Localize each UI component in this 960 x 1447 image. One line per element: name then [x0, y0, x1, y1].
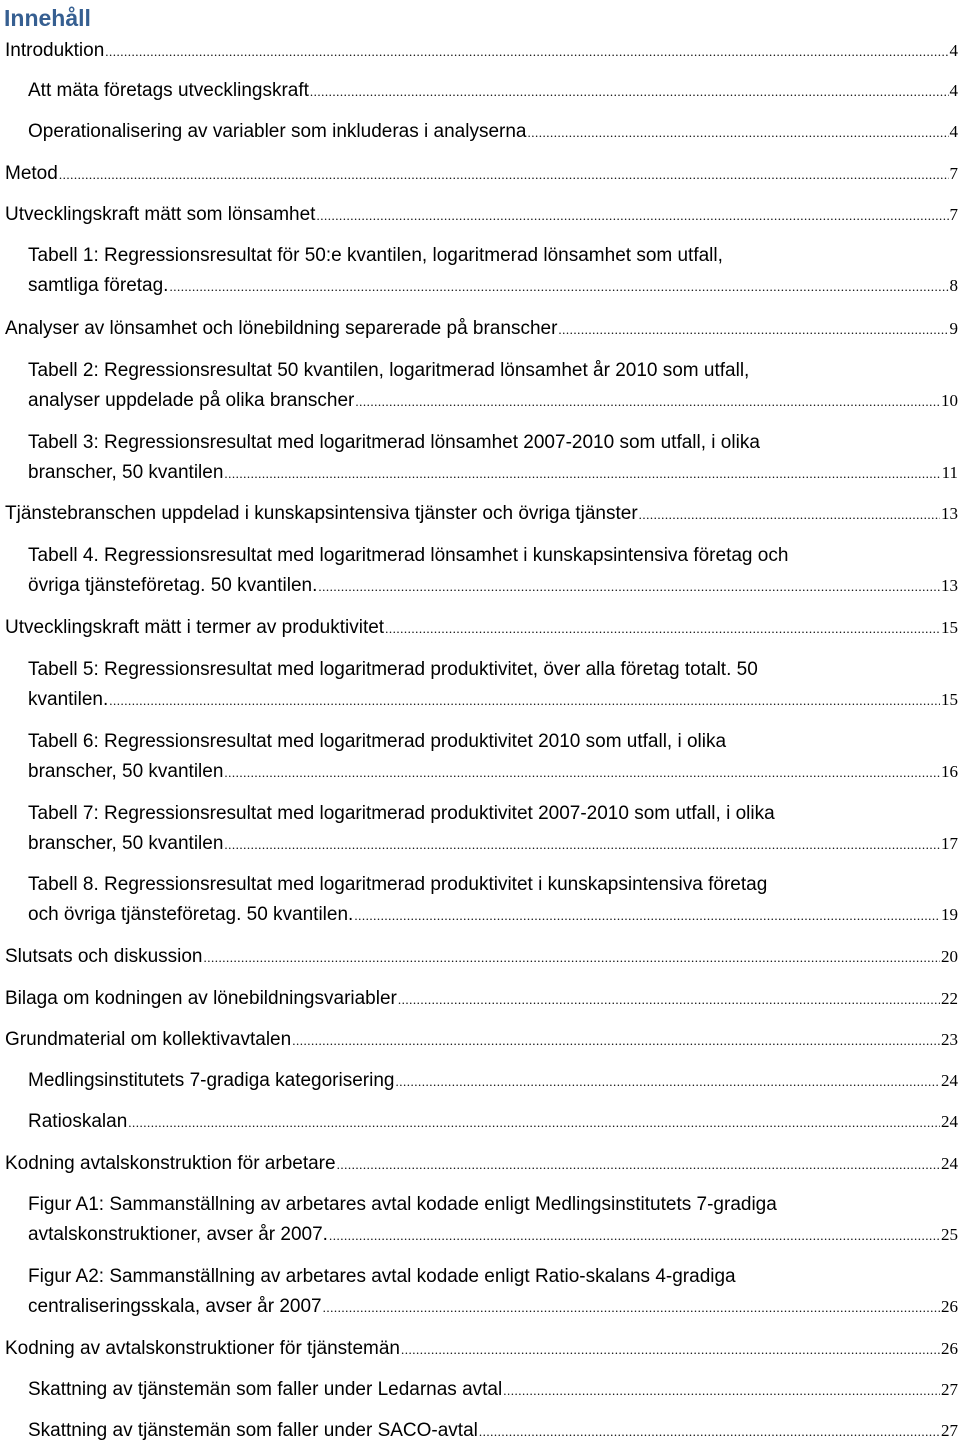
toc-page-number: 16	[941, 757, 960, 787]
toc-entry-title: Tabell 4. Regressionsresultat med logaritmerad lönsamhet i kunskapsintensiva företag och	[28, 541, 788, 571]
toc-entry-line	[5, 613, 960, 643]
toc-leader-dots	[105, 37, 948, 67]
toc-page-number: 27	[941, 1375, 960, 1405]
toc-entry[interactable]	[5, 1334, 960, 1364]
toc-entry-title: övriga tjänsteföretag. 50 kvantilen.	[28, 571, 317, 601]
toc-entry-title: Operationalisering av variabler som inkluderas i analyserna	[28, 117, 526, 147]
toc-leader-dots	[639, 500, 940, 530]
toc-page-number: 4	[950, 117, 960, 147]
toc-entry-title: Utvecklingskraft mätt i termer av produktivitet	[5, 613, 384, 643]
toc-page-number: 15	[941, 613, 960, 643]
toc-entry-line	[5, 1149, 960, 1179]
toc-entry[interactable]	[28, 727, 960, 787]
toc-entry-line	[5, 159, 960, 189]
toc-entry-line	[28, 1416, 960, 1446]
toc-entry-title: och övriga tjänsteföretag. 50 kvantilen.	[28, 900, 353, 930]
toc-entry[interactable]	[5, 1025, 960, 1055]
toc-entry-line	[5, 1334, 960, 1364]
toc-page-number: 17	[941, 829, 960, 859]
toc-entry-line	[28, 241, 960, 271]
toc-leader-dots	[318, 572, 940, 602]
toc-entry[interactable]	[28, 241, 960, 301]
toc-entry-title: Medlingsinstitutets 7-gradiga kategorisering	[28, 1066, 394, 1096]
toc-entry-title: Skattning av tjänstemän som faller under SACO-avtal	[28, 1416, 478, 1446]
toc-page-number: 4	[950, 36, 960, 66]
toc-leader-dots	[323, 1293, 940, 1323]
toc-entry[interactable]	[28, 799, 960, 859]
toc-entry-title: Tabell 3: Regressionsresultat med logaritmerad lönsamhet 2007-2010 som utfall, i olika	[28, 428, 760, 458]
toc-entry-title: kvantilen.	[28, 685, 108, 715]
toc-entry-title: Tabell 1: Regressionsresultat för 50:e kvantilen, logaritmerad lönsamhet som utfall,	[28, 241, 723, 271]
toc-entry-line	[28, 1107, 960, 1137]
toc-entry-title: Figur A2: Sammanställning av arbetares avtal kodade enligt Ratio-skalans 4-gradiga	[28, 1262, 736, 1292]
toc-leader-dots	[329, 1221, 940, 1251]
toc-entry[interactable]	[28, 870, 960, 930]
toc-entry[interactable]	[5, 984, 960, 1014]
toc-leader-dots	[527, 118, 948, 148]
toc-page-number: 24	[941, 1066, 960, 1096]
toc-entry[interactable]	[28, 541, 960, 601]
toc-entry-title: Tabell 5: Regressionsresultat med logaritmerad produktivitet, över alla företag totalt. 50	[28, 655, 758, 685]
toc-entry[interactable]	[5, 159, 960, 189]
toc-leader-dots	[385, 614, 940, 644]
toc-entry-line	[28, 458, 960, 488]
toc-entry-title: Tabell 7: Regressionsresultat med logaritmerad produktivitet 2007-2010 som utfall, i olika	[28, 799, 775, 829]
toc-entry-title: branscher, 50 kvantilen	[28, 829, 223, 859]
toc-entry-line	[28, 76, 960, 106]
toc-leader-dots	[224, 459, 940, 489]
toc-entry[interactable]	[28, 76, 960, 106]
toc-leader-dots	[310, 77, 949, 107]
toc-entry-title: Tabell 8. Regressionsresultat med logaritmerad produktivitet i kunskapsintensiva företag	[28, 870, 767, 900]
toc-leader-dots	[224, 758, 940, 788]
toc-entry-title: Metod	[5, 159, 58, 189]
toc-entry-line	[5, 36, 960, 66]
toc-leader-dots	[354, 901, 940, 931]
toc-page-number: 19	[941, 900, 960, 930]
toc-page-number: 7	[950, 200, 960, 230]
toc-leader-dots	[316, 201, 948, 231]
toc-entry-title: Kodning av avtalskonstruktioner för tjänstemän	[5, 1334, 400, 1364]
toc-entry[interactable]	[5, 1149, 960, 1179]
toc-entry-title: branscher, 50 kvantilen	[28, 458, 223, 488]
toc-page-number: 24	[941, 1107, 960, 1137]
toc-leader-dots	[337, 1150, 940, 1180]
toc-entry-line	[28, 727, 960, 757]
toc-entry[interactable]	[5, 499, 960, 529]
toc-entry-title: Tjänstebranschen uppdelad i kunskapsintensiva tjänster och övriga tjänster	[5, 499, 638, 529]
toc-entry-line	[5, 314, 960, 344]
toc-entry-title: Utvecklingskraft mätt som lönsamhet	[5, 200, 315, 230]
toc-entry-title: Slutsats och diskussion	[5, 942, 203, 972]
toc-entry[interactable]	[28, 1262, 960, 1322]
toc-page-number: 8	[950, 271, 960, 301]
toc-entry[interactable]	[28, 1375, 960, 1405]
toc-entry-line	[5, 1025, 960, 1055]
toc-entry-line	[28, 870, 960, 900]
toc-page-number: 26	[941, 1334, 960, 1364]
toc-page-number: 4	[950, 76, 960, 106]
toc-entry-line	[28, 799, 960, 829]
toc-entry[interactable]	[28, 356, 960, 416]
toc-leader-dots	[398, 985, 940, 1015]
toc-leader-dots	[395, 1067, 940, 1097]
toc-entry-line	[28, 900, 960, 930]
toc-leader-dots	[401, 1335, 940, 1365]
toc-entry[interactable]	[28, 428, 960, 488]
toc-entry[interactable]	[5, 942, 960, 972]
toc-leader-dots	[558, 315, 948, 345]
toc-entry-title: Tabell 2: Regressionsresultat 50 kvantilen, logaritmerad lönsamhet år 2010 som utfall,	[28, 356, 749, 386]
toc-entry-line	[28, 1220, 960, 1250]
toc-leader-dots	[503, 1376, 940, 1406]
toc-entry-line	[28, 571, 960, 601]
toc-entry-line	[28, 271, 960, 301]
toc-entry-line	[28, 541, 960, 571]
toc-entry-title: branscher, 50 kvantilen	[28, 757, 223, 787]
toc-entry-line	[28, 356, 960, 386]
toc-entry-title: Skattning av tjänstemän som faller under Ledarnas avtal	[28, 1375, 502, 1405]
toc-entry-title: Figur A1: Sammanställning av arbetares avtal kodade enligt Medlingsinstitutets 7-gradiga	[28, 1190, 777, 1220]
toc-entry[interactable]	[28, 1190, 960, 1250]
toc-leader-dots	[59, 160, 949, 190]
toc-entry-line	[28, 428, 960, 458]
toc-entry-line	[28, 655, 960, 685]
toc-entry-line	[28, 757, 960, 787]
toc-leader-dots	[479, 1417, 940, 1447]
toc-entry[interactable]	[5, 200, 960, 230]
toc-page-number: 9	[950, 314, 960, 344]
toc-entry-line	[28, 1262, 960, 1292]
toc-entry-line	[28, 685, 960, 715]
toc-entry-line	[28, 1066, 960, 1096]
toc-page-number: 22	[941, 984, 960, 1014]
toc-leader-dots	[224, 830, 940, 860]
toc-entry-title: samtliga företag.	[28, 271, 168, 301]
toc-page-number: 27	[941, 1416, 960, 1446]
toc-page-number: 20	[941, 942, 960, 972]
toc-entry[interactable]	[28, 117, 960, 147]
toc-entry[interactable]	[5, 613, 960, 643]
toc-entry-line	[28, 386, 960, 416]
toc-page-number: 13	[941, 571, 960, 601]
toc-entry-line	[5, 499, 960, 529]
toc-entry-title: Analyser av lönsamhet och lönebildning separerade på branscher	[5, 314, 557, 344]
toc-leader-dots	[128, 1108, 940, 1138]
toc-heading: Innehåll	[4, 3, 91, 33]
toc-leader-dots	[109, 686, 940, 716]
toc-entry[interactable]	[5, 36, 960, 66]
toc-entry[interactable]	[28, 1416, 960, 1446]
toc-page-number: 23	[941, 1025, 960, 1055]
toc-entry-title: Ratioskalan	[28, 1107, 127, 1137]
toc-entry-line	[5, 942, 960, 972]
toc-entry-title: Introduktion	[5, 36, 104, 66]
toc-page-number: 13	[941, 499, 960, 529]
toc-entry-line	[5, 200, 960, 230]
toc-entry-title: analyser uppdelade på olika branscher	[28, 386, 354, 416]
toc-entry[interactable]	[5, 314, 960, 344]
toc-entry-title: avtalskonstruktioner, avser år 2007.	[28, 1220, 328, 1250]
toc-entry-title: Bilaga om kodningen av lönebildningsvariabler	[5, 984, 397, 1014]
toc-leader-dots	[204, 943, 941, 973]
toc-entry-line	[28, 1292, 960, 1322]
toc-entry-line	[28, 117, 960, 147]
toc-entry-title: centraliseringsskala, avser år 2007	[28, 1292, 322, 1322]
toc-leader-dots	[292, 1026, 940, 1056]
toc-page-number: 26	[941, 1292, 960, 1322]
toc-entry-line	[28, 829, 960, 859]
toc-entry-line	[5, 984, 960, 1014]
toc-entry-title: Grundmaterial om kollektivavtalen	[5, 1025, 291, 1055]
toc-page-number: 7	[950, 159, 960, 189]
toc-leader-dots	[169, 272, 948, 302]
toc-entry[interactable]	[28, 655, 960, 715]
toc-entry-title: Tabell 6: Regressionsresultat med logaritmerad produktivitet 2010 som utfall, i olika	[28, 727, 726, 757]
toc-entry[interactable]	[28, 1066, 960, 1096]
toc-entry-title: Att mäta företags utvecklingskraft	[28, 76, 309, 106]
toc-entry-line	[28, 1375, 960, 1405]
toc-entry-line	[28, 1190, 960, 1220]
toc-entry-title: Kodning avtalskonstruktion för arbetare	[5, 1149, 336, 1179]
toc-page-number: 25	[941, 1220, 960, 1250]
toc-entry[interactable]	[28, 1107, 960, 1137]
toc-page-number: 15	[941, 685, 960, 715]
toc-page-number: 24	[941, 1149, 960, 1179]
toc-page-number: 10	[941, 386, 960, 416]
toc-page-number: 11	[942, 458, 960, 488]
toc-leader-dots	[355, 387, 940, 417]
